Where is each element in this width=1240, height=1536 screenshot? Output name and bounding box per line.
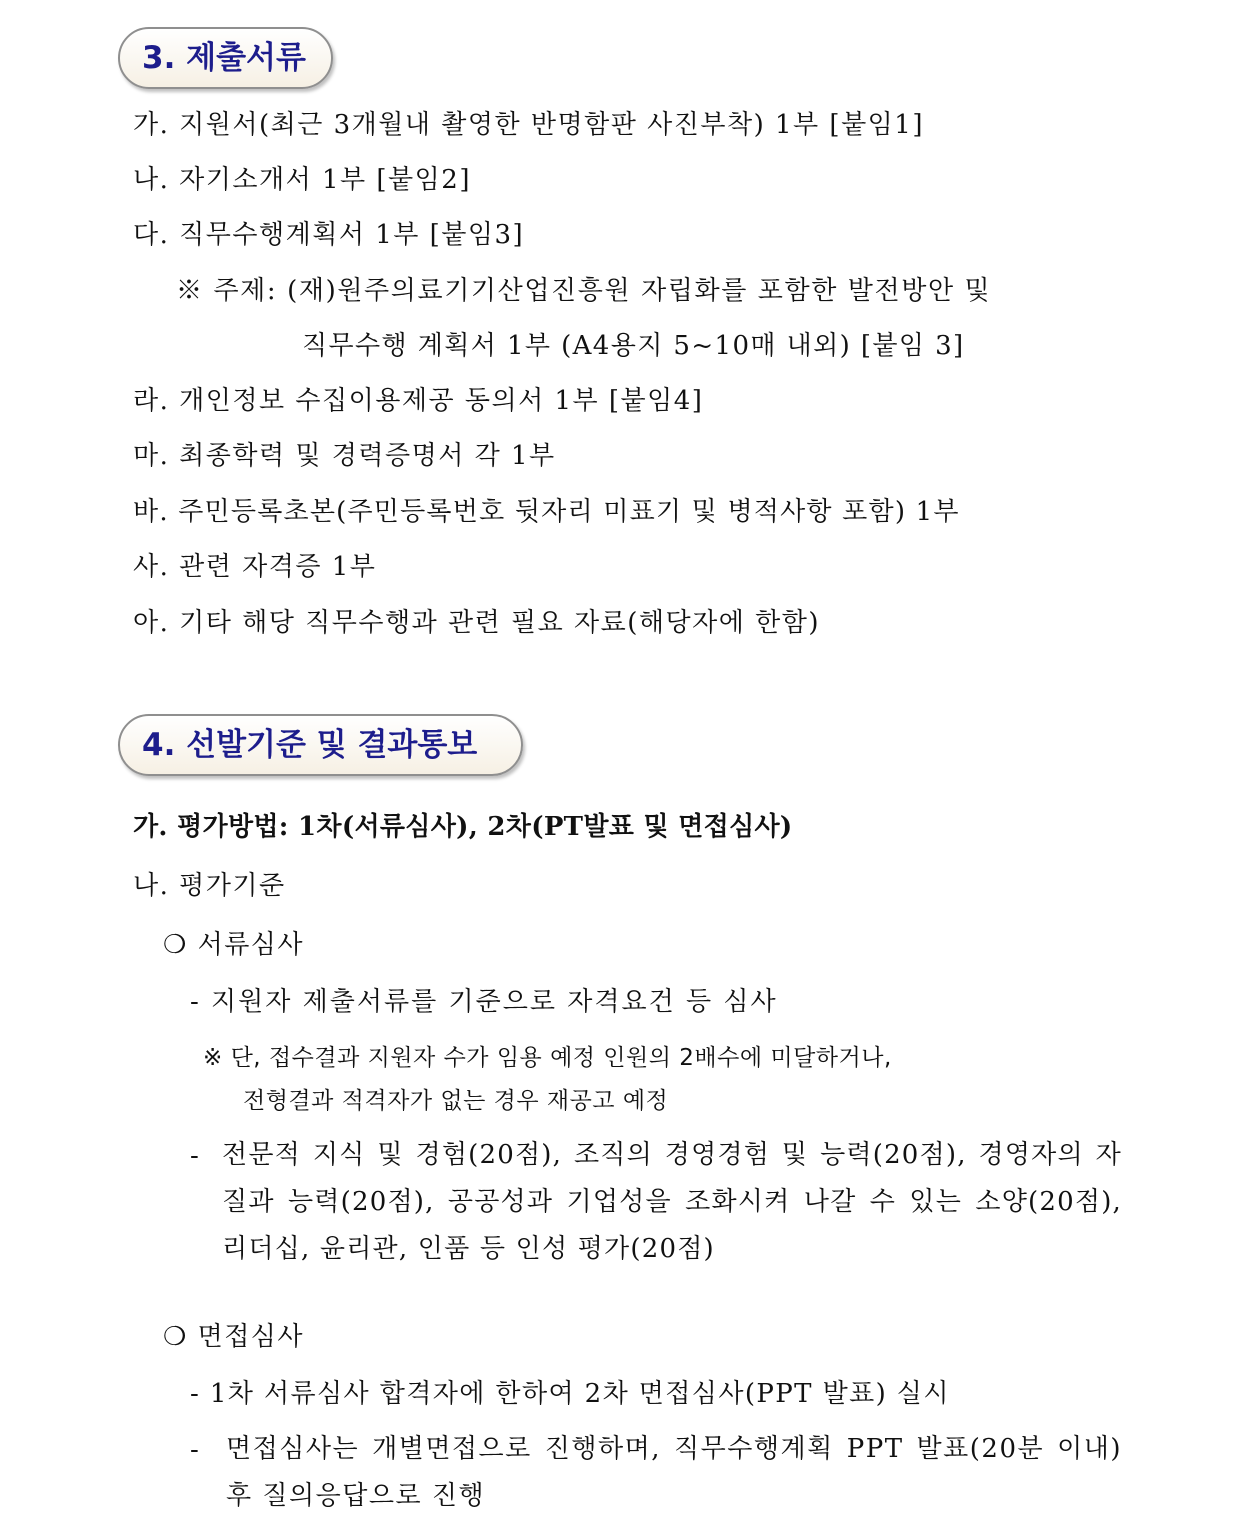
interview-bullet-2-dash: - (190, 1435, 199, 1465)
document-review-heading: ❍ 서류심사 (163, 930, 305, 960)
document-review-bullet-2-dash: - (190, 1141, 199, 1171)
work-plan-note-line2: 직무수행 계획서 1부 (A4용지 5~10매 내외) [붙임 3] (302, 331, 965, 361)
doc-item-privacy-consent: 라. 개인정보 수집이용제공 동의서 1부 [붙임4] (133, 386, 704, 416)
doc-item-other: 아. 기타 해당 직무수행과 관련 필요 자료(해당자에 한함) (133, 608, 820, 638)
doc-item-resident-register: 바. 주민등록초본(주민등록번호 뒷자리 미표기 및 병적사항 포함) 1부 (133, 497, 960, 527)
section-3-title-text: 3. 제출서류 (142, 40, 306, 76)
evaluation-method: 가. 평가방법: 1차(서류심사), 2차(PT발표 및 면접심사) (133, 812, 793, 842)
document-review-note-line1: ※ 단, 접수결과 지원자 수가 임용 예정 인원의 2배수에 미달하거나, (203, 1045, 892, 1071)
doc-item-education-career: 마. 최종학력 및 경력증명서 각 1부 (133, 441, 556, 471)
doc-item-certificate: 사. 관련 자격증 1부 (133, 552, 377, 582)
work-plan-note-line1: ※ 주제: (재)원주의료기기산업진흥원 자립화를 포함한 발전방안 및 (176, 276, 992, 306)
evaluation-criteria-label: 나. 평가기준 (133, 871, 286, 901)
doc-item-self-intro: 나. 자기소개서 1부 [붙임2] (133, 165, 471, 195)
document-review-note-line2: 전형결과 적격자가 없는 경우 재공고 예정 (243, 1088, 669, 1114)
document-review-bullet-2: 전문적 지식 및 경험(20점), 조직의 경영경험 및 능력(20점), 경영자의 자질과 능력(20점), 공공성과 기업성을 조화시켜 나갈 수 있는 소양(20점), 리더십, 윤리관, 인품 등 인성 평가(20점) (222, 1140, 1122, 1264)
interview-bullet-1: - 1차 서류심사 합격자에 한하여 2차 면접심사(PPT 발표) 실시 (190, 1379, 950, 1409)
interview-bullet-2: 면접심사는 개별면접으로 진행하며, 직무수행계획 PPT 발표(20분 이내) 후 질의응답으로 진행 (226, 1434, 1122, 1511)
section-3-title (118, 27, 333, 89)
doc-item-work-plan: 다. 직무수행계획서 1부 [붙임3] (133, 220, 525, 250)
doc-item-application: 가. 지원서(최근 3개월내 촬영한 반명함판 사진부착) 1부 [붙임1] (133, 110, 924, 140)
interview-heading: ❍ 면접심사 (163, 1322, 305, 1352)
section-4-title (118, 714, 523, 776)
section-4-title-text: 4. 선발기준 및 결과통보 (142, 727, 478, 763)
document-review-bullet-1: - 지원자 제출서류를 기준으로 자격요건 등 심사 (190, 987, 778, 1017)
